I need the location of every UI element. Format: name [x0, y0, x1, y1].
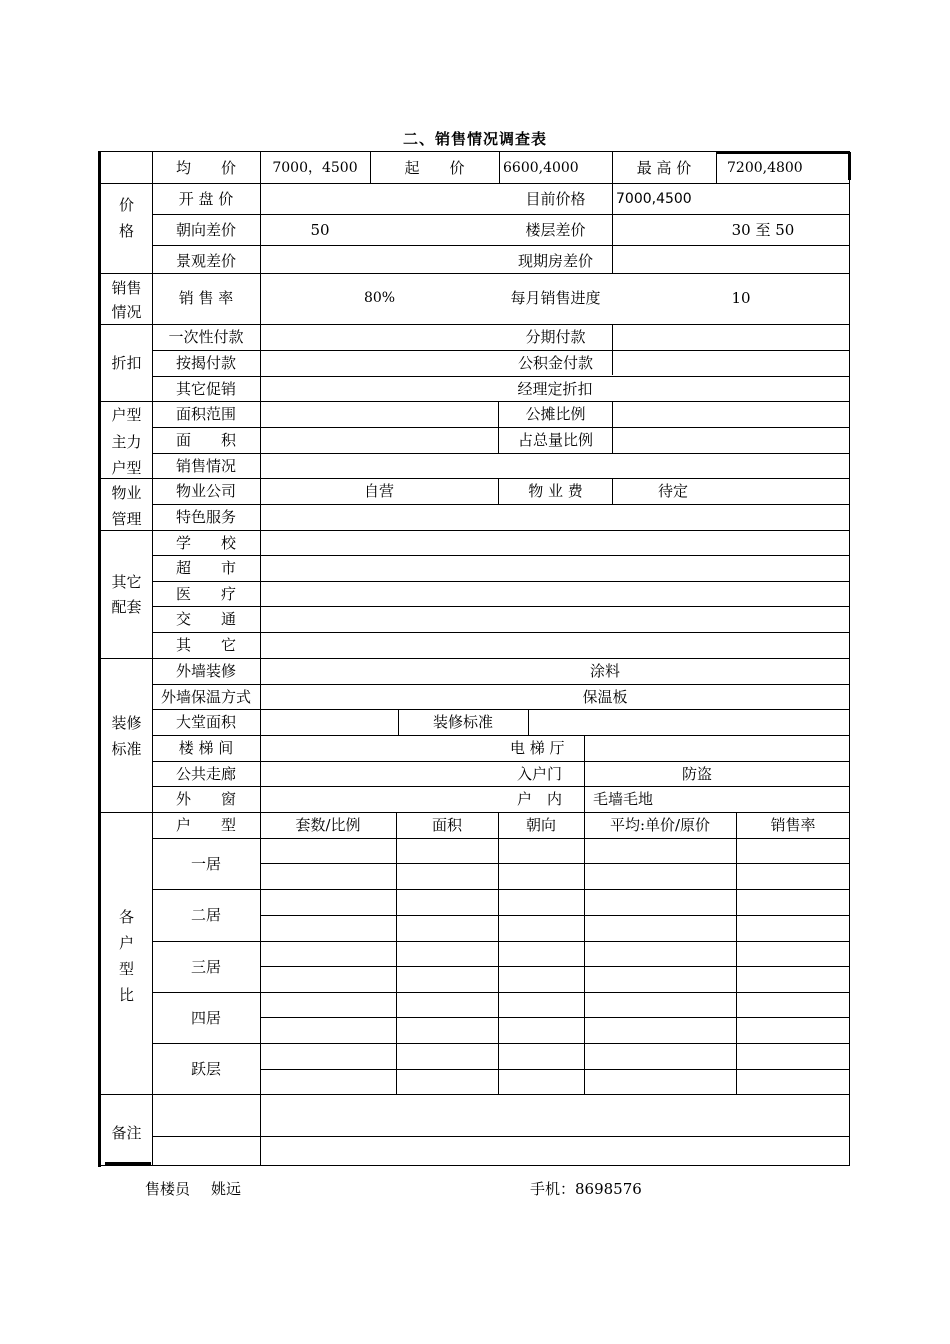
current-price-value: 7000,4500 [616, 191, 692, 207]
property-company-label: 物业公司 [175, 482, 236, 500]
entry-door-label: 入户门 [517, 765, 563, 783]
insulation-value: 保温板 [582, 688, 628, 706]
ratio-header-rate: 销售率 [770, 816, 816, 834]
floor-diff-label: 楼层差价 [525, 221, 586, 239]
ratio-header-price: 平均:单价/原价 [609, 816, 711, 834]
max-price-label: 最 高 价 [636, 159, 692, 177]
lump-sum-label: 一次性付款 [168, 328, 244, 346]
current-price-label: 目前价格 [525, 190, 586, 208]
remarks-section-label: 备注 [111, 1124, 142, 1142]
facility-market: 超 市 [175, 559, 236, 577]
property-section-label: 物业管理 [111, 484, 142, 528]
facility-transport: 交 通 [175, 610, 236, 628]
ratio-header-orientation: 朝向 [525, 816, 556, 834]
unit-sales-label: 销售情况 [175, 457, 236, 475]
share-ratio-label: 公摊比例 [525, 405, 586, 423]
max-price-value: 7200,4800 [727, 160, 803, 176]
sales-section-label: 销售情况 [111, 279, 142, 321]
seller-label: 售楼员 [145, 1180, 191, 1198]
price-section-label: 价格 [118, 196, 134, 240]
other-promo-value: 经理定折扣 [517, 380, 593, 398]
interior-label: 户 内 [517, 790, 563, 808]
discount-section-label: 折扣 [111, 354, 142, 372]
start-price-value: 6600,4000 [503, 160, 579, 176]
decoration-section-label: 装修标准 [111, 714, 142, 758]
monthly-progress-label: 每月销售进度 [510, 289, 601, 307]
seller-name: 姚远 [211, 1180, 242, 1198]
elevator-label: 电 梯 厅 [510, 739, 565, 757]
special-service-label: 特色服务 [175, 508, 236, 526]
exterior-value: 涂料 [589, 662, 620, 680]
facility-school: 学 校 [175, 534, 236, 552]
monthly-progress-value: 10 [731, 289, 751, 307]
area-label: 面 积 [175, 431, 236, 449]
facilities-section-label: 其它配套 [111, 573, 142, 616]
entry-door-value: 防盗 [681, 765, 712, 783]
stairs-label: 楼 梯 间 [178, 739, 234, 757]
main-unit-section-label: 主力户型 [111, 433, 142, 477]
lobby-area-label: 大堂面积 [175, 713, 236, 731]
page-title: 二、销售情况调查表 [402, 130, 547, 148]
ratio-header-area: 面积 [431, 816, 462, 834]
view-diff-label: 景观差价 [175, 252, 236, 270]
property-company-value: 自营 [363, 482, 394, 500]
property-fee-value: 待定 [657, 482, 688, 500]
start-price-label: 起 价 [404, 159, 465, 177]
ratio-header-type: 户 型 [175, 816, 236, 834]
exterior-label: 外墙装修 [175, 662, 236, 680]
area-range-label: 面积范围 [175, 405, 236, 423]
opening-price-label: 开 盘 价 [178, 190, 234, 208]
floor-diff-value: 30 至 50 [731, 221, 795, 239]
phone-number: 手机：8698576 [530, 1180, 642, 1198]
window-label: 外 窗 [175, 790, 236, 808]
sales-survey-form [98, 151, 850, 1166]
avg-price-value-cell: 7000，4500 [272, 160, 358, 176]
decoration-standard-label: 装修标准 [432, 713, 493, 731]
ratio-header-count: 套数/比例 [295, 816, 361, 834]
ratio-section-label: 各户型比 [118, 908, 134, 1004]
mortgage-label: 按揭付款 [175, 354, 236, 372]
ratio-type-2br: 二居 [190, 906, 221, 924]
ratio-type-1br: 一居 [190, 855, 221, 873]
total-share-label: 占总量比例 [517, 431, 593, 449]
property-fee-label: 物 业 费 [528, 482, 583, 500]
avg-price-label: 均 价 [175, 159, 236, 177]
orientation-diff-label: 朝向差价 [175, 221, 236, 239]
sales-rate-label: 销 售 率 [178, 289, 234, 307]
other-promo-label: 其它促销 [175, 380, 236, 398]
interior-value: 毛墙毛地 [593, 790, 654, 808]
fund-label: 公积金付款 [517, 354, 593, 372]
orientation-diff-value: 50 [310, 221, 330, 239]
sales-rate-value: 80% [363, 290, 396, 306]
ratio-type-3br: 三居 [190, 958, 221, 976]
ratio-type-duplex: 跃层 [190, 1060, 221, 1078]
corridor-label: 公共走廊 [175, 765, 236, 783]
ready-diff-label: 现期房差价 [517, 252, 593, 270]
facility-other: 其 它 [175, 636, 236, 654]
insulation-label: 外墙保温方式 [160, 688, 251, 706]
installment-label: 分期付款 [525, 328, 586, 346]
facility-medical: 医 疗 [175, 585, 236, 603]
ratio-type-4br: 四居 [190, 1009, 221, 1027]
unit-type-section-label: 户型 [111, 406, 142, 424]
